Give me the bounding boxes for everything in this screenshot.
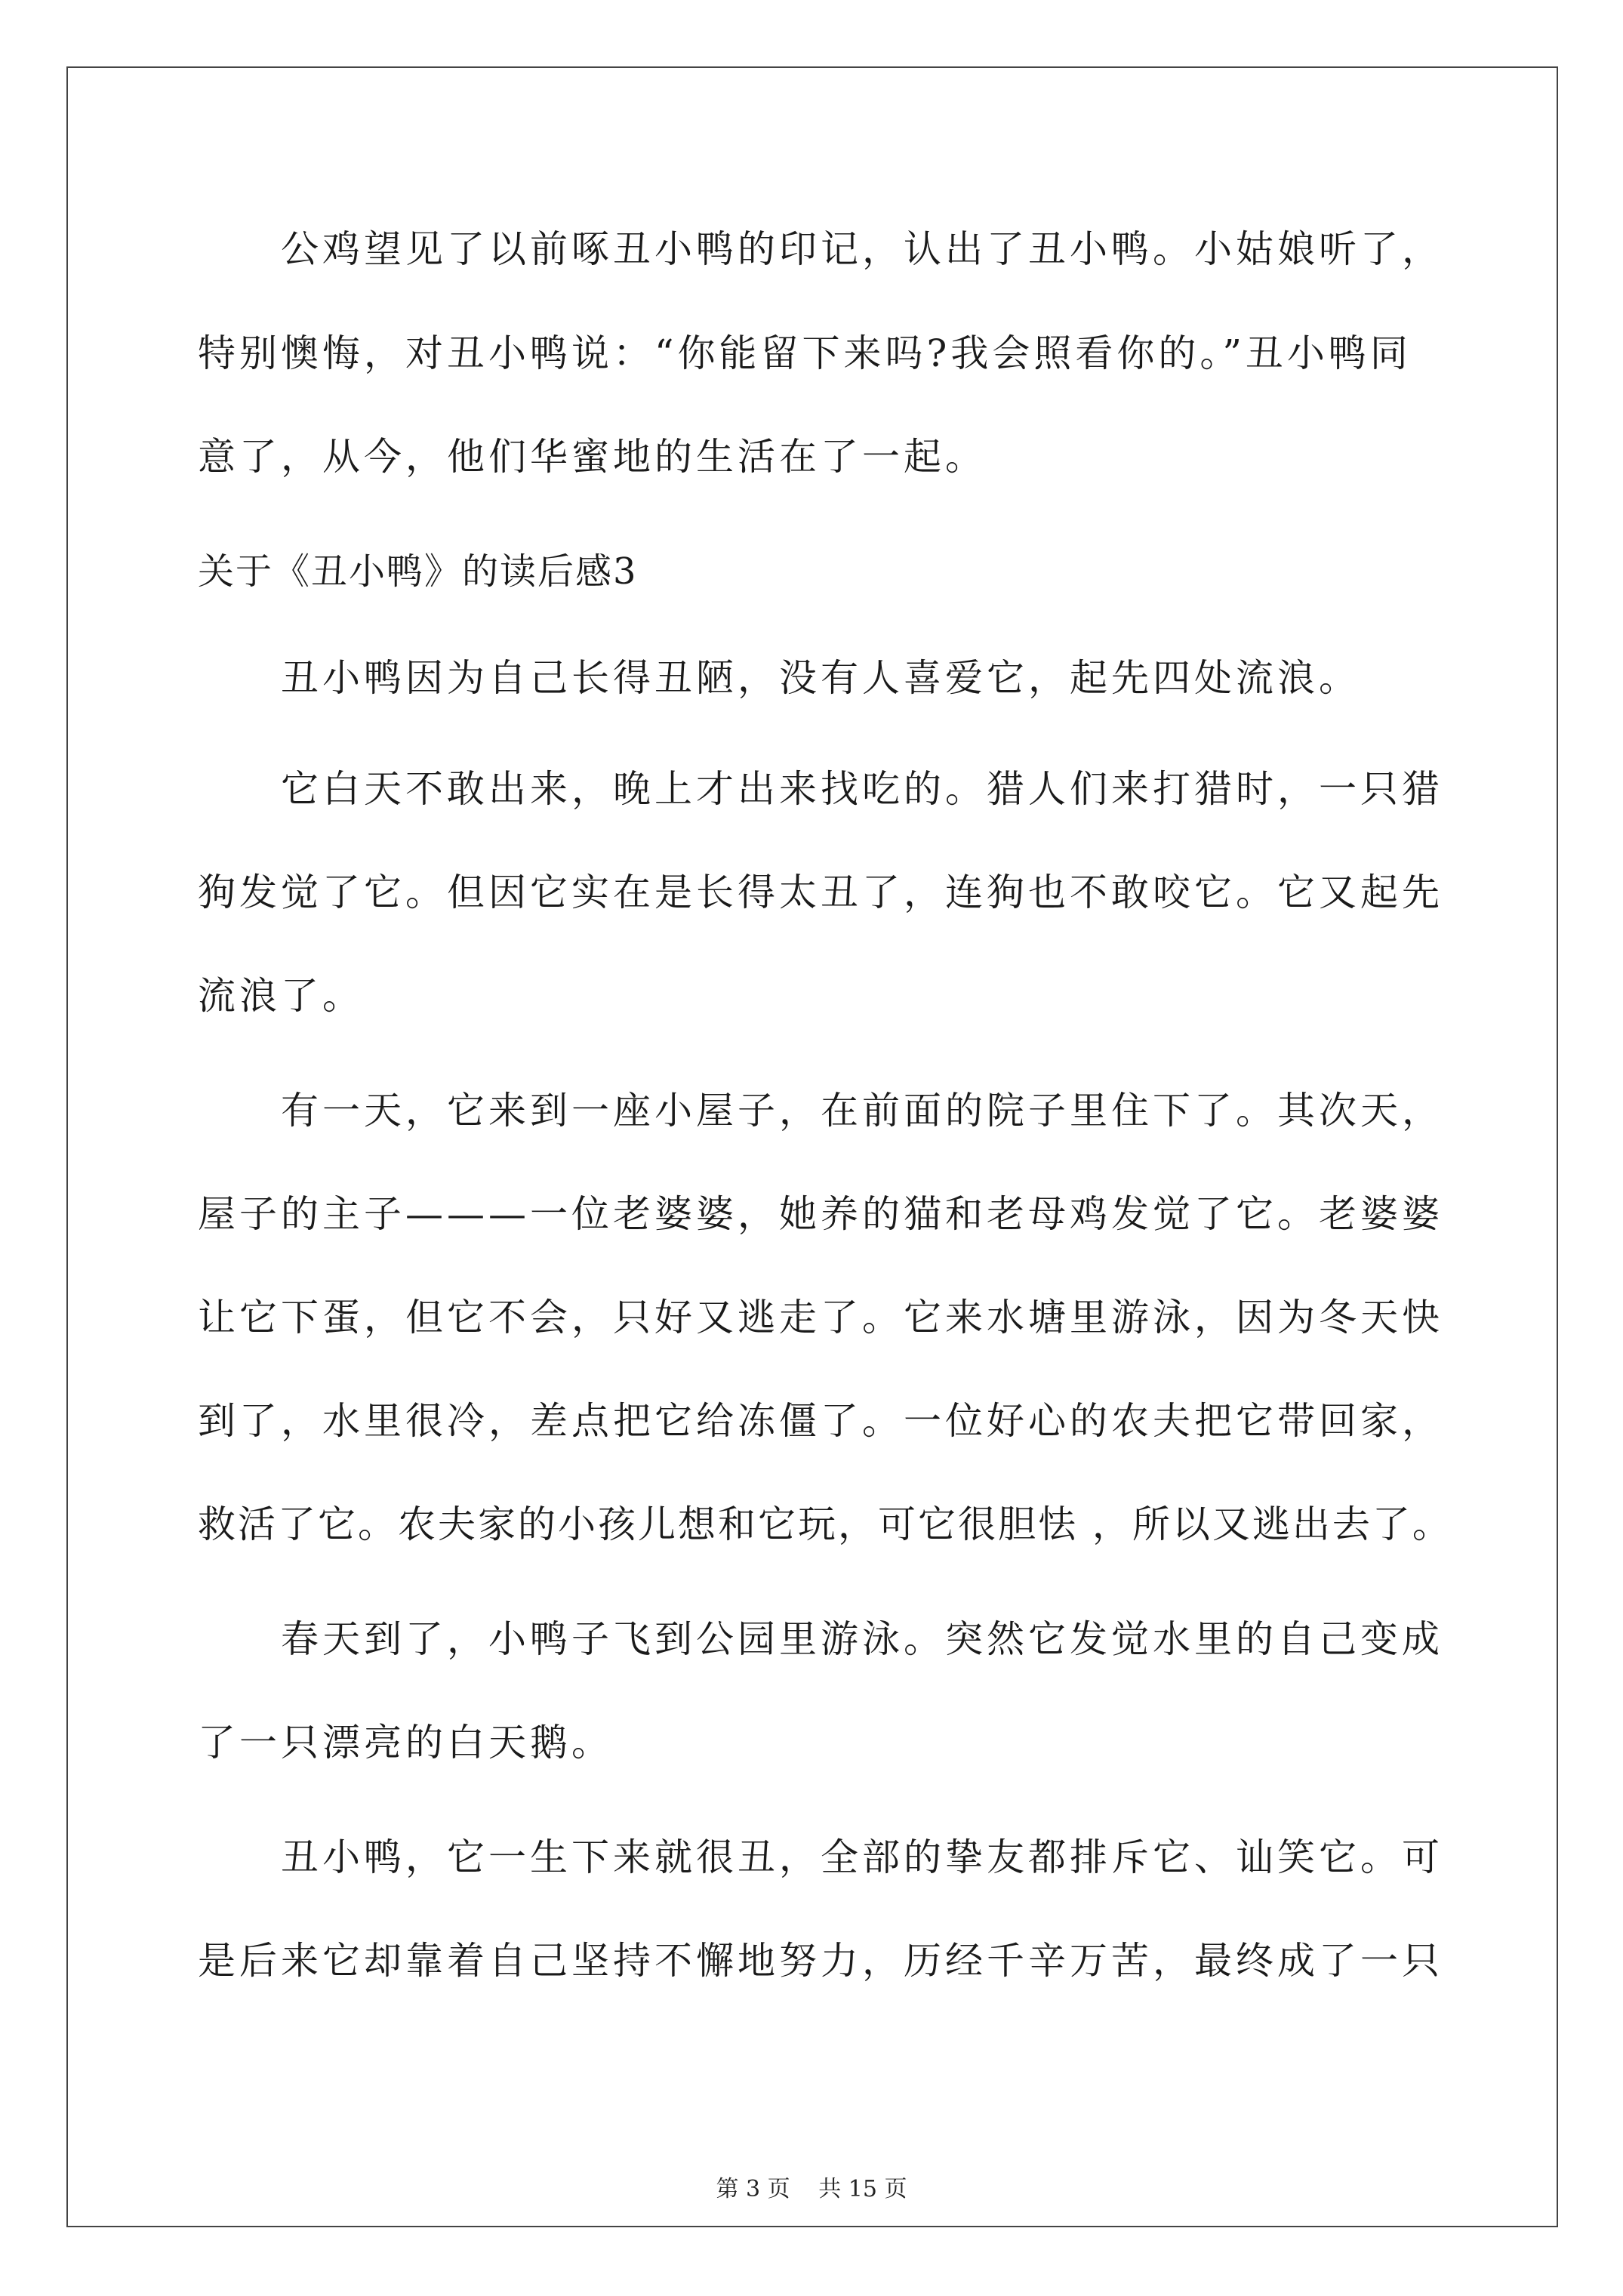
page-footer (0, 2174, 1623, 2205)
paragraph-line: 公鸡望见了以前啄丑小鸭的印记，认出了丑小鸭。小姑娘听了， (281, 227, 1443, 271)
paragraph-line: 春天到了，小鸭子飞到公园里游泳。突然它发觉水里的自己变成 (281, 1617, 1443, 1661)
paragraph-line: 是后来它却靠着自己坚持不懈地努力，历经千辛万苦，最终成了一只 (198, 1939, 1443, 1983)
paragraph-line: 特别懊悔，对丑小鸭说：“你能留下来吗?我会照看你的。”丑小鸭同 (198, 331, 1412, 375)
paragraph-line: 有一天，它来到一座小屋子，在前面的院子里住下了。其次天， (281, 1089, 1443, 1133)
section-heading: 关于《丑小鸭》的读后感3 (198, 550, 638, 593)
page-border (66, 66, 1558, 2227)
paragraph-line: 了一只漂亮的白天鹅。 (198, 1721, 613, 1764)
paragraph-line: 它白天不敢出来，晚上才出来找吃的。猎人们来打猎时，一只猎 (281, 767, 1443, 811)
paragraph-line: 意了，从今，他们华蜜地的生活在了一起。 (198, 435, 987, 479)
paragraph-line: 救活了它。农夫家的小孩儿想和它玩，可它很胆怯 ，所以又逃出去了。 (198, 1502, 1452, 1546)
paragraph-line: 让它下蛋，但它不会，只好又逃走了。它来水塘里游泳，因为冬天快 (198, 1296, 1443, 1339)
paragraph-line: 狗发觉了它。但因它实在是长得太丑了，连狗也不敢咬它。它又起先 (198, 871, 1443, 914)
page-number: 第 3 页 (716, 2176, 790, 2202)
paragraph-line: 丑小鸭，它一生下来就很丑，全部的挚友都排斥它、讪笑它。可 (281, 1835, 1443, 1879)
page-total: 共 15 页 (818, 2176, 907, 2202)
paragraph-line: 屋子的主子———一位老婆婆，她养的猫和老母鸡发觉了它。老婆婆 (198, 1192, 1443, 1236)
paragraph-line: 到了，水里很冷，差点把它给冻僵了。一位好心的农夫把它带回家， (198, 1399, 1443, 1443)
paragraph-line: 丑小鸭因为自己长得丑陋，没有人喜爱它，起先四处流浪。 (281, 656, 1360, 700)
paragraph-line: 流浪了。 (198, 974, 364, 1018)
